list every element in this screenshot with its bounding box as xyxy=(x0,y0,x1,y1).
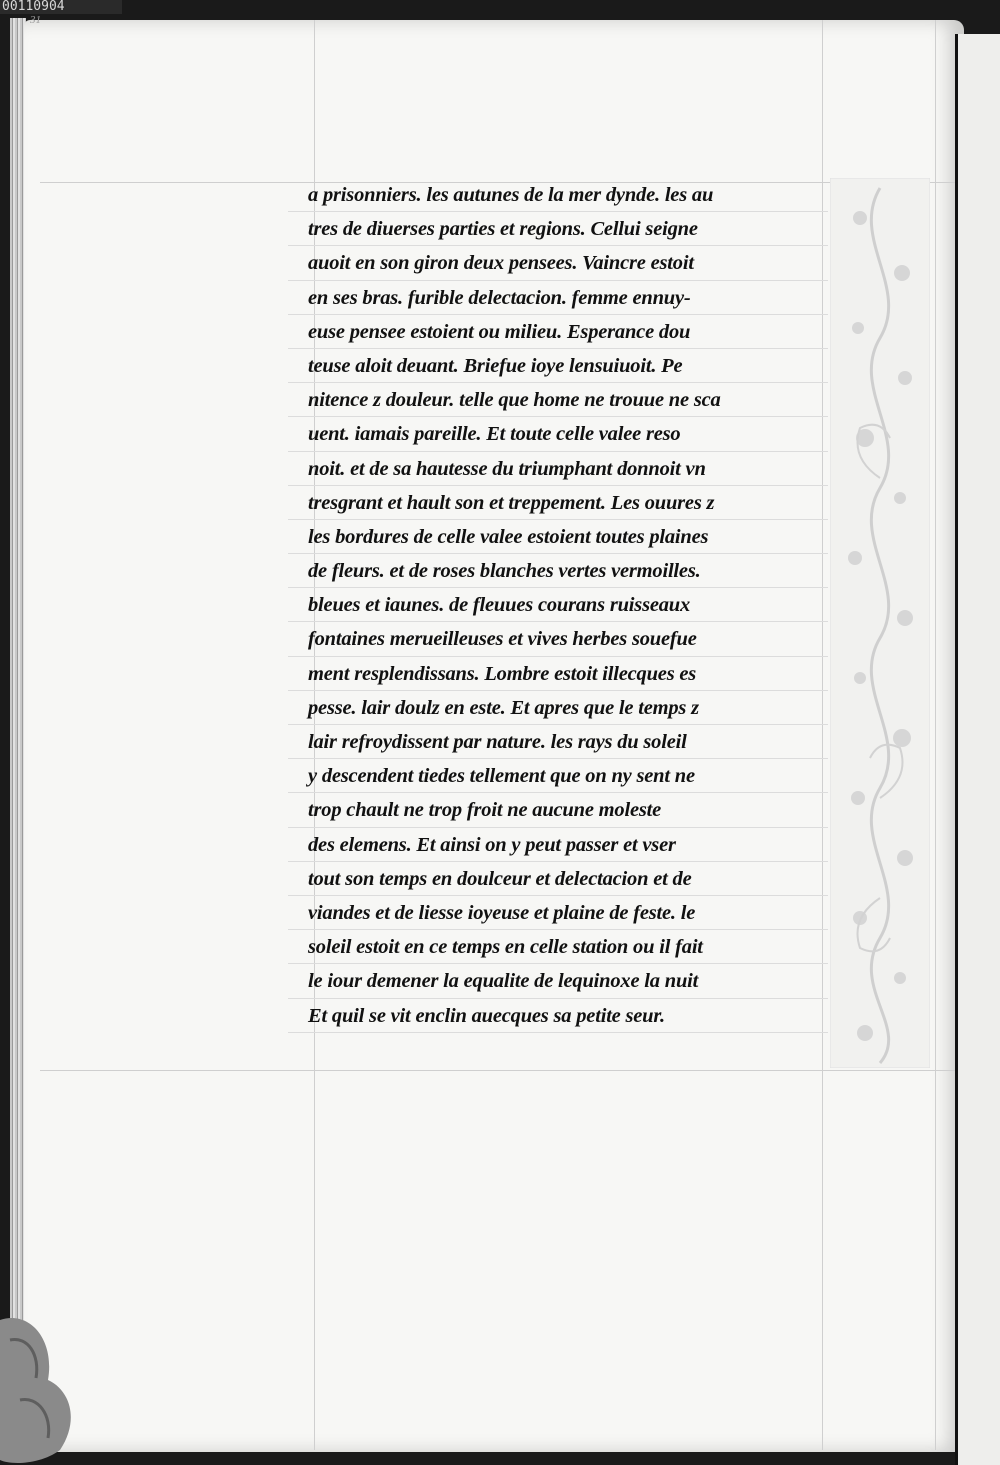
manuscript-line: noit. et de sa hautesse du triumphant donnoit vn xyxy=(288,452,828,486)
manuscript-line: y descendent tiedes tellement que on ny sent ne xyxy=(288,759,828,793)
facing-page-edge xyxy=(955,34,1000,1465)
manuscript-line: des elemens. Et ainsi on y peut passer et vser xyxy=(288,828,828,862)
manuscript-line: viandes et de liesse ioyeuse et plaine de feste. le xyxy=(288,896,828,930)
manuscript-text-block xyxy=(288,178,828,1033)
manuscript-line: trop chault ne trop froit ne aucune moleste xyxy=(288,793,828,827)
manuscript-line: tres de diuerses parties et regions. Cellui seigne xyxy=(288,212,828,246)
manuscript-line: teuse aloit deuant. Briefue ioye lensuiuoit. Pe xyxy=(288,349,828,383)
manuscript-line: lair refroydissent par nature. les rays du soleil xyxy=(288,725,828,759)
manuscript-line: nitence z douleur. telle que home ne trouue ne sca xyxy=(288,383,828,417)
manuscript-line: euse pensee estoient ou milieu. Esperance dou xyxy=(288,315,828,349)
manuscript-line: les bordures de celle valee estoient toutes plaines xyxy=(288,520,828,554)
manuscript-line: fontaines merueilleuses et vives herbes souefue xyxy=(288,622,828,656)
manuscript-line: a prisonniers. les autunes de la mer dynde. les au xyxy=(288,178,828,212)
manuscript-line: pesse. lair doulz en este. Et apres que le temps z xyxy=(288,691,828,725)
thumb-holding-page xyxy=(0,1300,90,1465)
manuscript-line: auoit en son giron deux pensees. Vaincre estoit xyxy=(288,246,828,280)
manuscript-line: de fleurs. et de roses blanches vertes vermoilles. xyxy=(288,554,828,588)
manuscript-line: bleues et iaunes. de fleuues courans ruisseaux xyxy=(288,588,828,622)
floral-border-decoration xyxy=(830,178,930,1068)
manuscript-line: tresgrant et hault son et treppement. Les ouures z xyxy=(288,486,828,520)
manuscript-line: ment resplendissans. Lombre estoit illecques es xyxy=(288,657,828,691)
manuscript-line: uent. iamais pareille. Et toute celle valee reso xyxy=(288,417,828,451)
folio-number: 31 xyxy=(30,14,41,26)
manuscript-line: soleil estoit en ce temps en celle station ou il fait xyxy=(288,930,828,964)
manuscript-line: Et quil se vit enclin auecques sa petite seur. xyxy=(288,999,828,1033)
manuscript-line: en ses bras. furible delectacion. femme ennuy- xyxy=(288,281,828,315)
catalog-number-label: 00110904 xyxy=(0,0,122,14)
ruling-line-bottom xyxy=(40,1070,955,1071)
ruling-line-outer xyxy=(935,20,936,1450)
manuscript-line: tout son temps en doulceur et delectacion et de xyxy=(288,862,828,896)
manuscript-line: le iour demener la equalite de lequinoxe la nuit xyxy=(288,964,828,998)
